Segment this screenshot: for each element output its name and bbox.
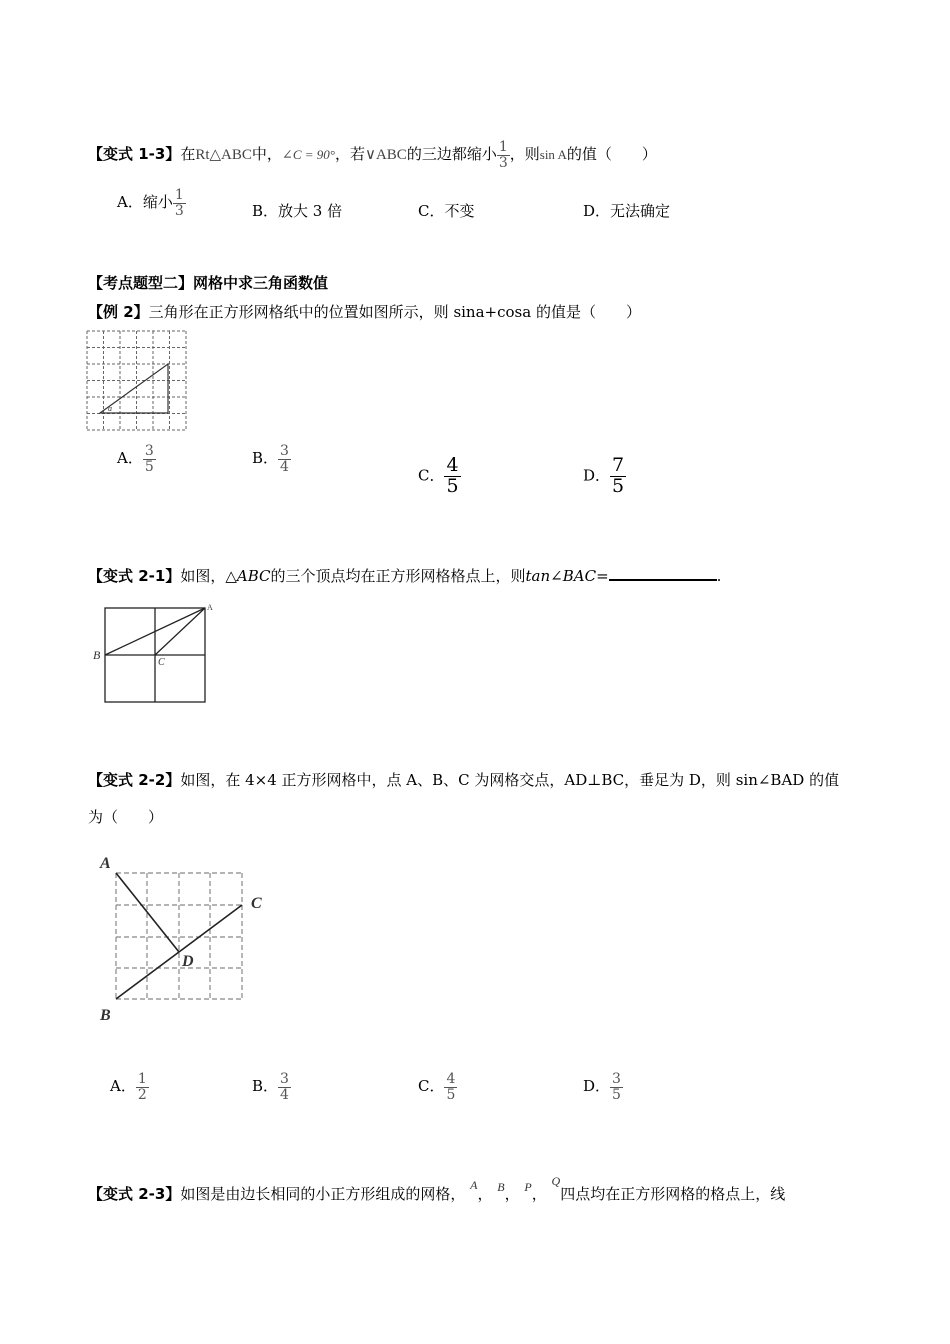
vertex-a: A xyxy=(100,855,111,872)
option-b: B． $\frac{3}{4}$ xyxy=(252,443,289,475)
question-label: 【变式 2-3】 xyxy=(88,1185,181,1203)
question-label: 【变式 1-3】 xyxy=(88,145,181,164)
segment-ac xyxy=(155,608,205,655)
fraction: $\frac{3}{4}$ xyxy=(280,443,289,475)
question-label: 【变式 2-2】 xyxy=(88,771,181,789)
vertex-b: B xyxy=(93,648,101,662)
option-d: D． $\frac{7}{5}$ xyxy=(583,454,625,497)
option-b: B． $\frac{3}{4}$ xyxy=(252,1071,289,1103)
angle-label: a xyxy=(108,404,112,413)
section-title: 【考点题型二】网格中求三角函数值 xyxy=(88,274,329,292)
example-2-figure xyxy=(86,330,188,432)
fraction: $\frac{3}{4}$ xyxy=(280,1071,289,1103)
question-2-1: 【变式 2-1】如图，△ABC的三个顶点均在正方形网格格点上，则tan∠BAC= . xyxy=(88,567,722,585)
option-a: A． $\frac{3}{5}$ xyxy=(117,443,154,475)
answer-blank[interactable] xyxy=(609,565,717,581)
vertex-b: B xyxy=(100,1007,111,1024)
fraction: $\frac{7}{5}$ xyxy=(612,454,625,497)
option-a: A．缩小 $\frac{1}{3}$ xyxy=(117,187,184,219)
option-d: D． $\frac{3}{5}$ xyxy=(583,1071,621,1103)
question-2-2-figure xyxy=(96,850,276,1026)
option-b: B．放大 3 倍 xyxy=(252,202,343,220)
fraction: $\frac{4}{5}$ xyxy=(446,1071,456,1103)
question-2-2-line1: 【变式 2-2】如图，在 4×4 正方形网格中，点 A、B、C 为网格交点，AD⊥BC，垂足为 D，则 sin∠BAD 的值 xyxy=(88,771,840,789)
option-a: A． $\frac{1}{2}$ xyxy=(110,1071,147,1103)
fraction: $\frac{3}{5}$ xyxy=(612,1071,621,1103)
question-label: 【变式 2-1】 xyxy=(88,567,181,585)
question-2-2-line2: 为（ ） xyxy=(88,808,164,826)
question-1-3: 【变式 1-3】在Rt△ABC中，∠C = 90°，若∨ABC的三边都缩小 $\frac{1}{3}$ ，则sin A的值（ ） xyxy=(88,139,657,171)
fraction: $\frac{3}{5}$ xyxy=(144,443,154,475)
example-2: 【例 2】三角形在正方形网格纸中的位置如图所示，则 sina+cosa 的值是（ ） xyxy=(88,303,641,321)
fraction: $\frac{1}{2}$ xyxy=(137,1071,147,1103)
question-2-1-figure xyxy=(90,600,220,706)
option-d: D．无法确定 xyxy=(583,202,671,220)
fraction: $\frac{4}{5}$ xyxy=(446,454,459,497)
vertex-d: D xyxy=(182,953,194,970)
option-c: C． $\frac{4}{5}$ xyxy=(418,1071,456,1103)
vertex-a: A xyxy=(207,603,213,612)
option-c: C． $\frac{4}{5}$ xyxy=(418,454,459,497)
fraction: $\frac{1}{3}$ xyxy=(498,139,508,171)
fraction: $\frac{1}{3}$ xyxy=(174,187,184,219)
question-label: 【例 2】 xyxy=(88,303,149,321)
question-2-3: 【变式 2-3】如图是由边长相同的小正方形组成的网格， $^A$， $^B$， $^P$， $^Q$四点均在正方形网格的格点上，线 xyxy=(88,1174,786,1203)
vertex-c: C xyxy=(251,895,262,912)
option-c: C．不变 xyxy=(418,202,475,220)
vertex-c: C xyxy=(158,657,165,668)
